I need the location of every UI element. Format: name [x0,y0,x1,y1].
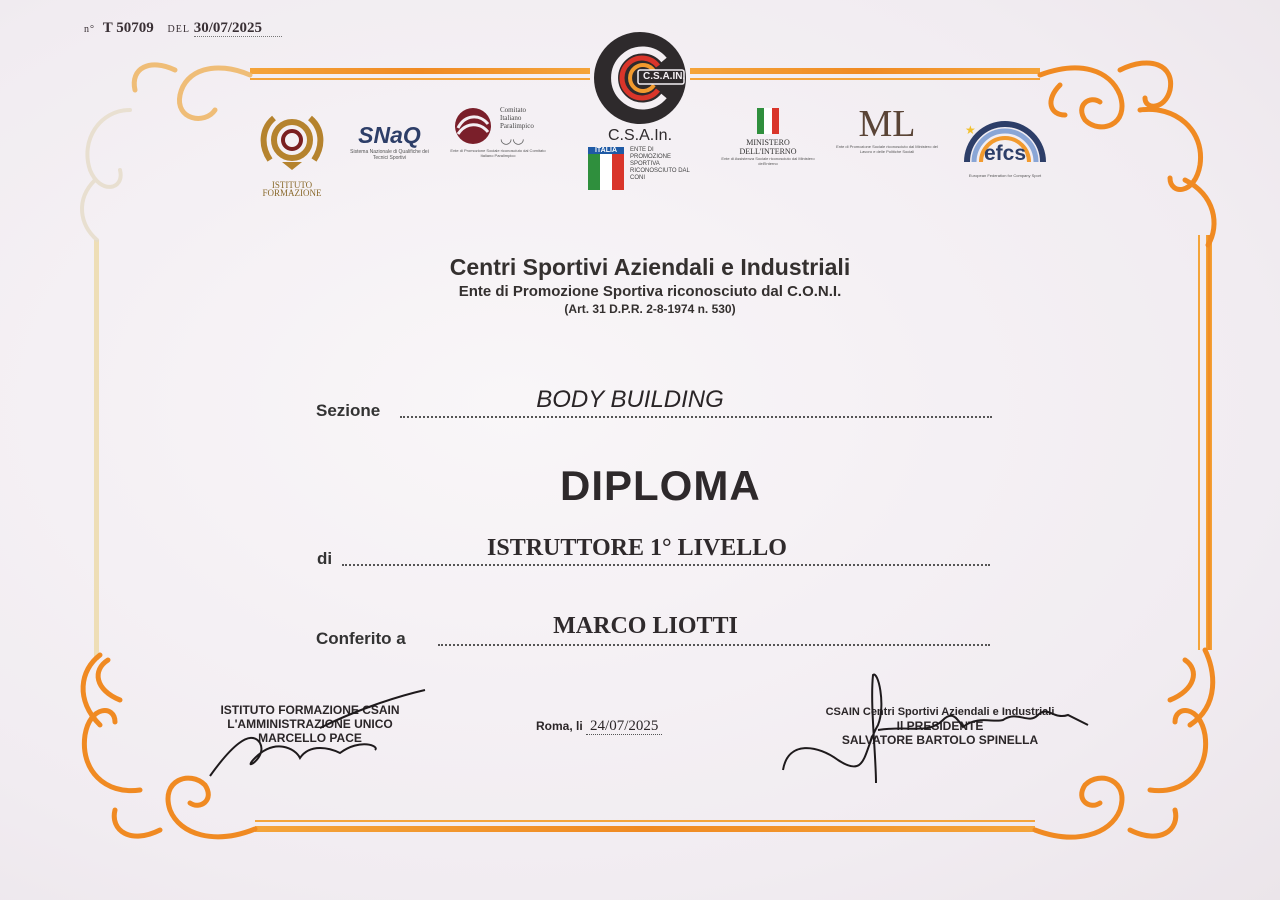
left-handwritten-signature [200,688,430,783]
logo-name: SNaQ [358,122,421,148]
agitos-icon: ◡◡ [500,129,525,146]
right-signatory-role: Il PRESIDENTE [896,719,984,733]
sezione-label: Sezione [316,401,381,420]
ministero-interno-logo [718,108,818,166]
logo-name: MINISTERO [746,138,790,147]
left-signatory-role: L'AMMINISTRAZIONE UNICO [227,717,393,731]
svg-text:★: ★ [965,123,976,137]
organization-subtitle: Ente di Promozione Sportiva riconosciuto dal C.O.N.I. [458,283,842,300]
issue-date: 24/07/2025 [586,718,662,735]
di-label: di [317,549,333,568]
logo-caption: Ente di Assistenza Sociale riconosciuto dal Ministero dell'Interno [721,156,815,166]
sezione-value: BODY BUILDING [536,386,724,413]
ministero-lavoro-logo [832,104,942,154]
left-signatory-org: ISTITUTO FORMAZIONE CSAIN [220,703,400,717]
serial-number: n° T 50709 DEL 30/07/2025 [84,20,282,37]
place-date [536,718,662,735]
di-value: ISTRUTTORE 1° LIVELLO [487,535,787,561]
logo-caption: Ente di Promozione Sociale riconosciuto dal Ministero del Lavoro e delle Politiche Sociali [836,144,938,154]
logo-caption: ENTE DI PROMOZIONE SPORTIVA RICONOSCIUTO DAL CONI [630,147,690,181]
right-handwritten-signature [778,665,1098,790]
legal-reference: (Art. 31 D.P.R. 2-8-1974 n. 530) [564,302,736,316]
left-signatory-name: MARCELLO PACE [258,731,362,745]
place-label: Roma, li [536,719,583,733]
paralimpico-logo [448,104,548,158]
logo-name: Comitato Italiano Paralimpico [500,105,534,130]
snaq-logo [342,122,437,161]
logo-name: C.S.A.In. [607,127,673,144]
logo-caption: Ente di Promozione Sociale riconosciuto dal Comitato Italiano Paralimpico [450,148,546,158]
logo-caption: Sistema Nazionale di Qualifiche dei Tecnici Sportivi [350,149,429,161]
istituto-formazione-logo [252,110,332,197]
logo-name: ML [858,103,916,145]
conferito-label: Conferito a [316,629,406,648]
csain-badge-text: C.S.A.IN. [643,71,686,82]
organization-title: Centri Sportivi Aziendali e Industriali [449,254,851,280]
logo-name: efcs [983,142,1027,165]
logo-caption: European Federation for Company Sport [968,173,1042,178]
laurel-wreath-icon [256,110,328,176]
paralympic-swirl-icon [450,104,496,148]
italian-flag-icon [757,108,779,134]
conferito-value: MARCO LIOTTI [553,613,738,639]
italia-shield-icon: ITALIA [588,147,624,190]
efcs-logo [955,112,1055,178]
csain-logo [575,30,705,190]
right-signatory-name: SALVATORE BARTOLO SPINELLA [841,733,1039,747]
right-signatory-org: CSAIN Centri Sportivi Aziendali e Industriali [825,706,1055,718]
diploma-title: DIPLOMA [560,462,761,509]
logo-caption: ISTITUTO [271,180,313,190]
logo-caption: FORMAZIONE [262,188,322,198]
logo-name: DELL'INTERNO [739,147,797,156]
